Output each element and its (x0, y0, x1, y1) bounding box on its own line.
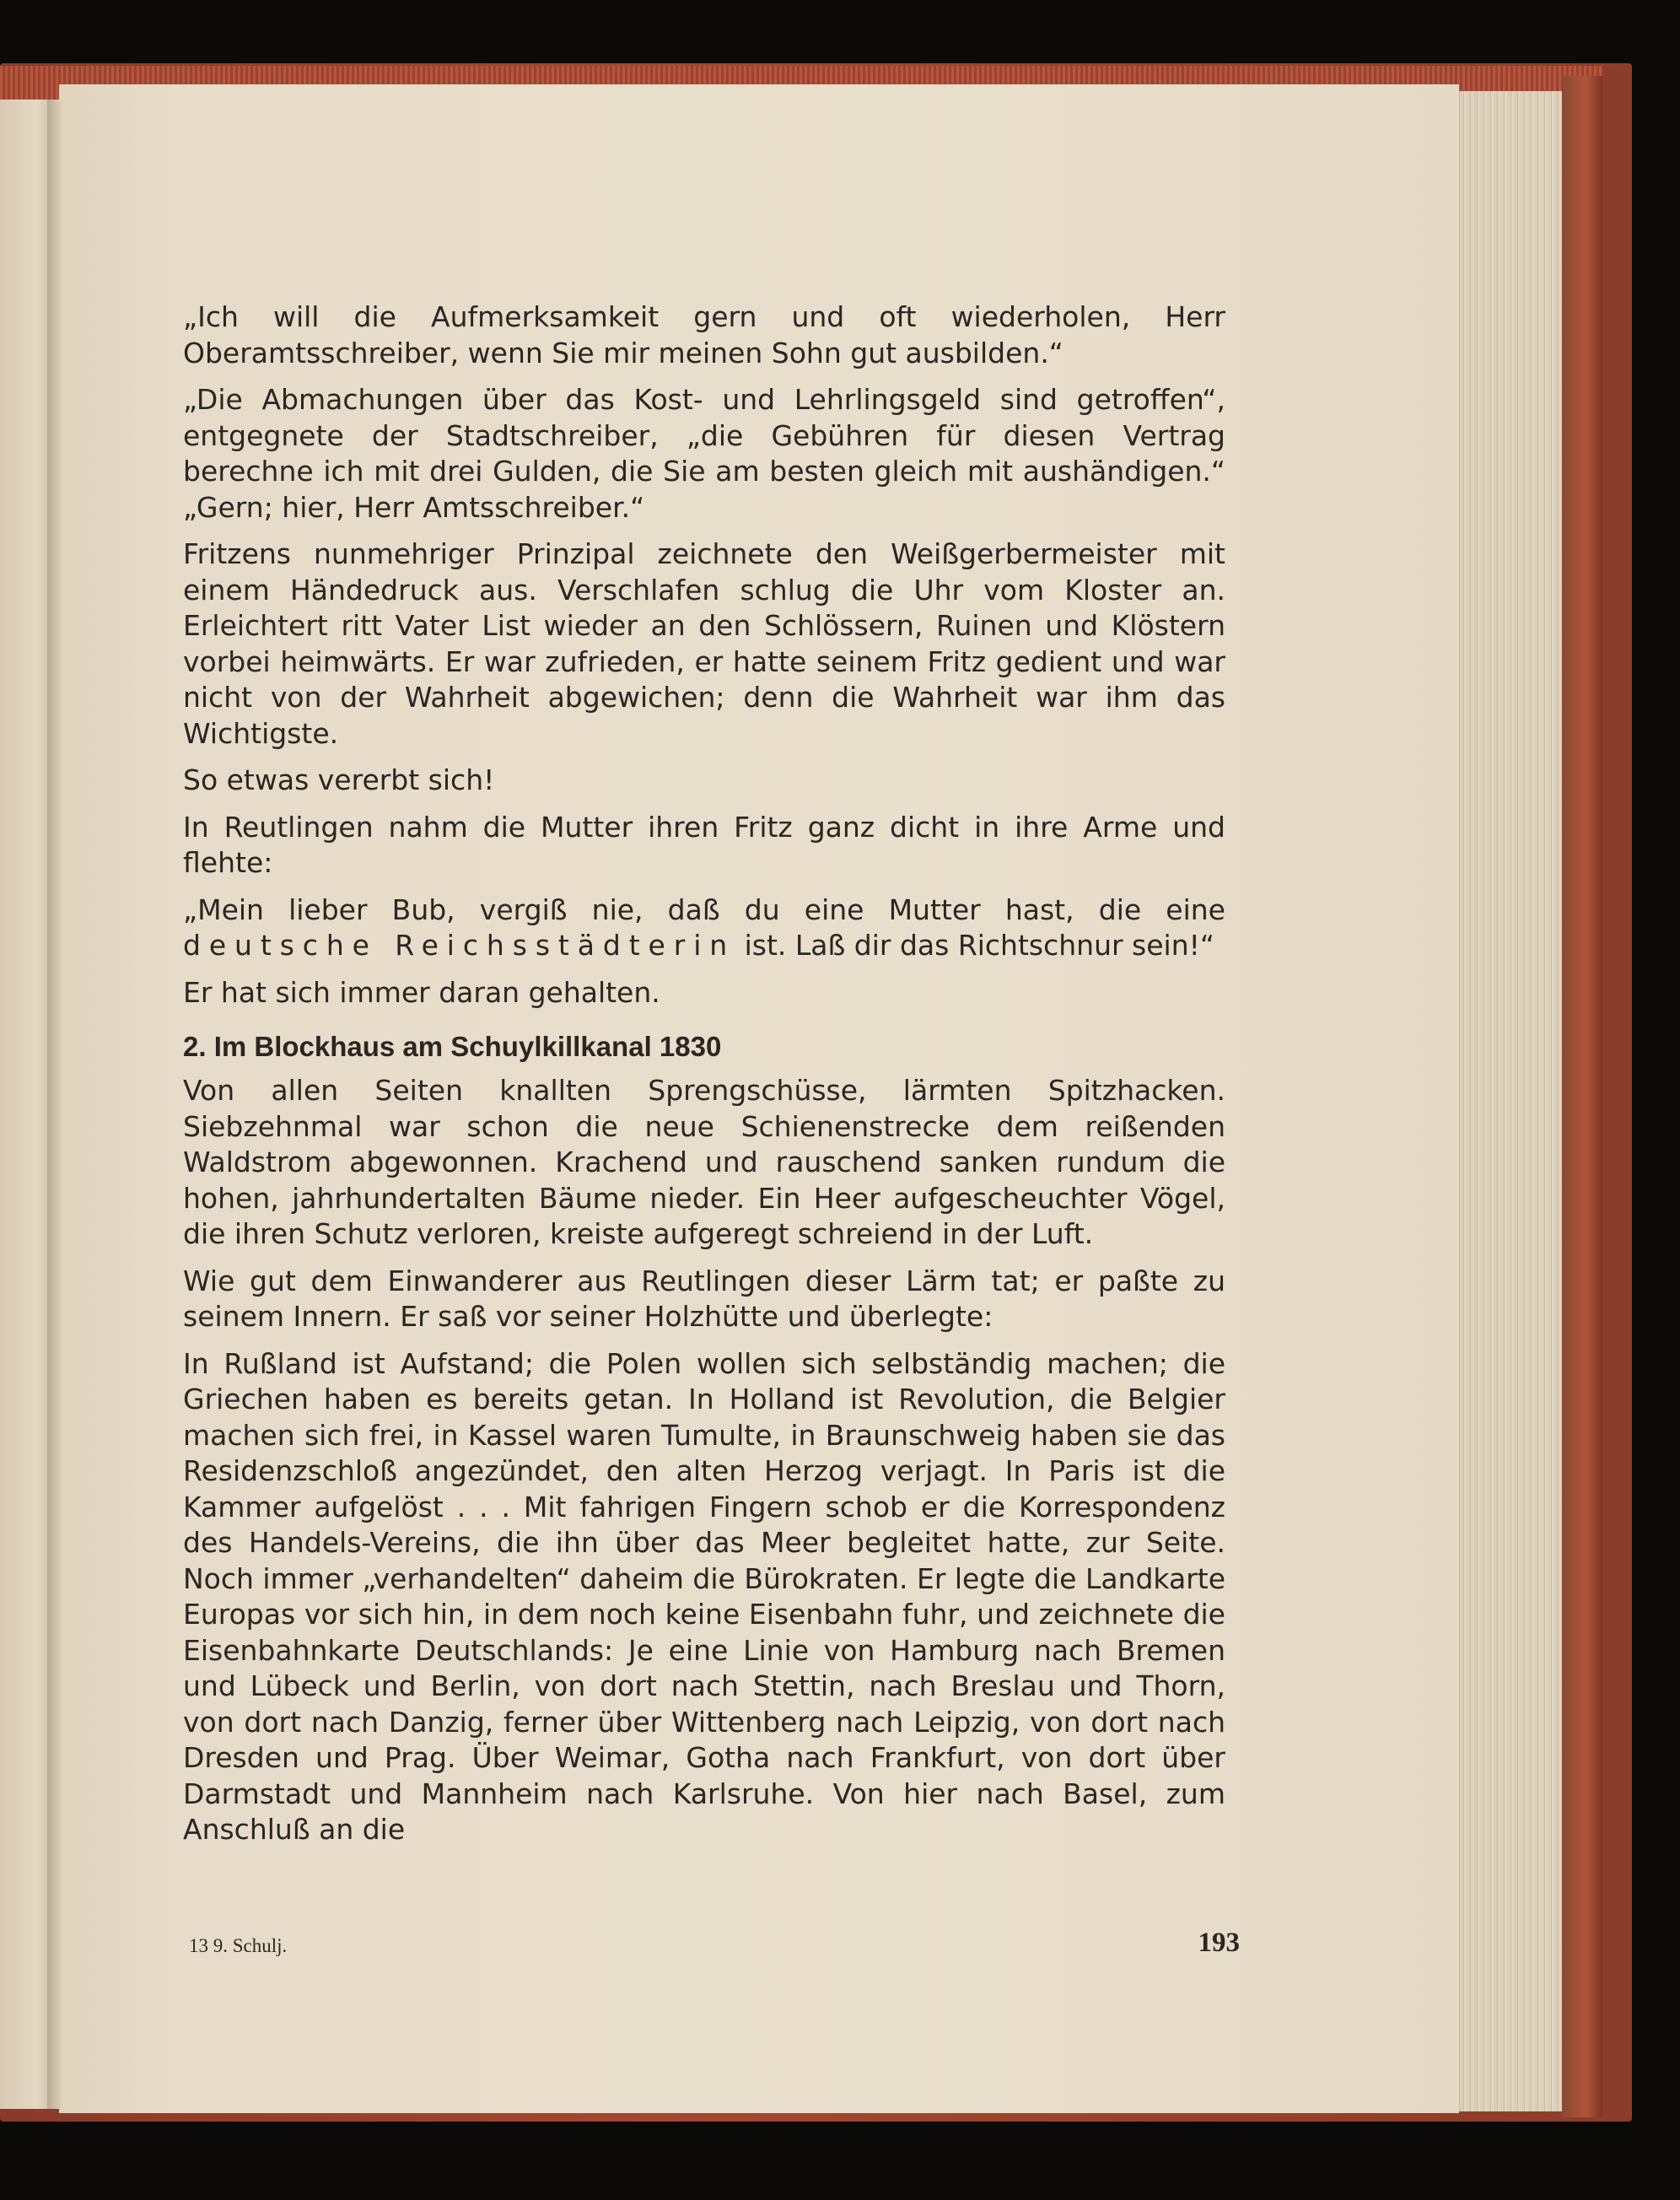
paragraph-3: Fritzens nunmehriger Prinzipal zeichnete den Weißgerbermeister mit einem Händedruck aus. Verschlafen schlug die Uhr vom Kloster an. Erleichtert ritt Vater List wieder an den Schlössern, Ruinen und Klöstern vorbei heimwärts. Er war zufrieden, er hatte seinem Fritz gedient und war nicht von der Wahrheit abgewichen; denn die Wahrheit war ihm das Wichtigste. (183, 537, 1225, 750)
page-footer (189, 1928, 1240, 1970)
page-number: 193 (1198, 1928, 1240, 1958)
section-paragraph-3: In Rußland ist Aufstand; die Polen wollen sich selbständig machen; die Griechen haben es bereits getan. In Holland ist Revolution, die Belgier machen sich frei, in Kassel waren Tumulte, in Braunschweig haben sie das Residenzschloß angezündet, den alten Herzog verjagt. In Paris ist die Kammer aufgelöst . . . Mit fahrigen Fingern schob er die Korrespondenz des Handels-Vereins, die ihn über das Meer begleitet hatte, zur Seite. Noch immer „verhandelten“ daheim die Bürokraten. Er legte die Landkarte Europas vor sich hin, in dem noch keine Eisenbahn fuhr, und zeichnete die Eisenbahnkarte Deutschlands: Je eine Linie von Hamburg nach Bremen und Lübeck und Berlin, von dort nach Stettin, nach Breslau und Thorn, von dort nach Danzig, ferner über Wittenberg nach Leipzig, von dort nach Dresden und Prag. Über Weimar, Gotha nach Frankfurt, von dort über Darmstadt und Mannheim nach Karlsruhe. Von hier nach Basel, zum Anschluß an die (183, 1346, 1225, 1846)
quote-paragraph (183, 892, 1225, 964)
quote-part-2: ist. Laß dir das Richtschnur sein!“ (744, 929, 1214, 962)
paragraph-1: „Ich will die Aufmerksamkeit gern und oft wiederholen, Herr Oberamtsschreiber, wenn Sie mir meinen Sohn gut ausbilden.“ (183, 300, 1225, 369)
signature-mark: 13 9. Schulj. (189, 1935, 288, 1956)
section-heading: 2. Im Blockhaus am Schuylkillkanal 1830 (183, 1031, 722, 1062)
quote-part-1: „Mein lieber Bub, vergiß nie, daß du eine Mutter hast, die eine (183, 892, 1225, 926)
left-page-edge (0, 100, 52, 2109)
page-stack-fore-edge (1459, 91, 1563, 2111)
quote-spaced-word: deutsche Reichsstädterin (183, 929, 736, 962)
section-paragraph-2: Wie gut dem Einwanderer aus Reutlingen dieser Lärm tat; er paßte zu seinem Innern. Er saß vor seiner Holzhütte und überlegte: (183, 1264, 1225, 1333)
paragraph-after-quote: Er hat sich immer daran gehalten. (183, 975, 660, 1009)
section-paragraph-1: Von allen Seiten knallten Sprengschüsse, lärmten Spitzhacken. Siebzehnmal war schon die neue Schienenstrecke dem reißenden Waldstrom abgewonnen. Krachend und rauschend sanken rundum die hohen, jahrhundertalten Bäume nieder. Ein Heer aufgescheuchter Vögel, die ihren Schutz verloren, kreiste aufgeregt schreiend in der Luft. (183, 1074, 1225, 1250)
paragraph-4: So etwas vererbt sich! (183, 763, 495, 796)
cover-right-edge (1562, 76, 1602, 2117)
paragraph-2: „Die Abmachungen über das Kost- und Lehrlingsgeld sind getroffen“, entgegnete der Stadtschreiber, „die Gebühren für diesen Vertrag berechne ich mit drei Gulden, die Sie am besten gleich mit aushändigen.“ „Gern; hier, Herr Amtsschreiber.“ (183, 383, 1225, 524)
page-gutter (47, 100, 62, 2109)
page-text (183, 299, 1225, 1858)
paragraph-5: In Reutlingen nahm die Mutter ihren Fritz ganz dicht in ihre Arme und flehte: (183, 810, 1225, 879)
